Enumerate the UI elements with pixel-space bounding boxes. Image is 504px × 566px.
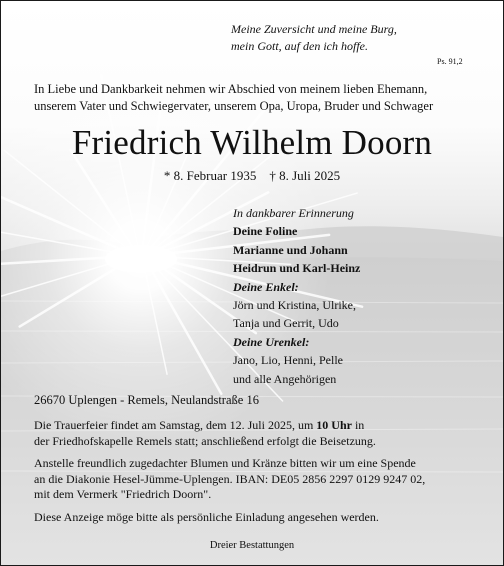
donation-notice xyxy=(34,456,425,503)
intro-line-1: In Liebe und Dankbarkeit nehmen wir Abschied von meinem lieben Ehemann, xyxy=(34,82,428,96)
funeral-line-1-end: in xyxy=(351,418,365,432)
mourner-line: Tanja und Gerrit, Udo xyxy=(233,316,339,331)
bible-verse-line-2: mein Gott, auf den ich hoffe. xyxy=(231,39,368,53)
donation-line-1: Anstelle freundlich zugedachter Blumen und Kränze bitten wir um eine Spende xyxy=(34,456,416,470)
funeral-line-1-text: Die Trauerfeier findet am Samstag, dem 12. Juli 2025, um xyxy=(34,418,317,432)
mourner-line: Marianne und Johann xyxy=(233,242,348,257)
mourners-list xyxy=(233,222,360,388)
donation-line-3: mit dem Vermerk "Friedrich Doorn". xyxy=(34,487,212,501)
invitation-note: Diese Anzeige möge bitte als persönliche Einladung angesehen werden. xyxy=(34,510,379,524)
undertaker-name: Dreier Bestattungen xyxy=(209,540,295,551)
mourners-heading: In dankbarer Erinnerung xyxy=(233,206,354,220)
mourners-block xyxy=(233,204,360,388)
mourner-line: Heidrun und Karl-Heinz xyxy=(233,261,361,276)
mourner-line: Jano, Lio, Henni, Pelle xyxy=(233,353,343,368)
life-dates: * 8. Februar 1935 † 8. Juli 2025 xyxy=(163,168,341,183)
funeral-line-2: der Friedhofskapelle Remels statt; anschließend erfolgt die Beisetzung. xyxy=(34,433,376,448)
mourner-line: Deine Urenkel: xyxy=(233,334,310,349)
address: 26670 Uplengen - Remels, Neulandstraße 16 xyxy=(34,393,259,407)
mourner-line: Jörn und Kristina, Ulrike, xyxy=(233,298,356,313)
mourner-line: Deine Enkel: xyxy=(233,279,299,294)
funeral-time: 10 Uhr xyxy=(316,418,352,432)
bible-verse-line-1: Meine Zuversicht und meine Burg, xyxy=(231,22,397,36)
deceased-name: Friedrich Wilhelm Doorn xyxy=(71,123,433,162)
donation-line-2: an die Diakonie Hesel-Jümme-Uplengen. IBAN: DE05 2856 2297 0129 9247 02, xyxy=(34,471,426,486)
mourner-line: Deine Foline xyxy=(233,224,298,239)
bible-verse-reference: Ps. 91,2 xyxy=(437,57,463,66)
funeral-notice xyxy=(34,418,376,449)
funeral-line-1 xyxy=(34,418,376,434)
intro-line-2: unserem Vater und Schwiegervater, unserem Opa, Uropa, Bruder und Schwager xyxy=(34,99,434,113)
mourner-line: und alle Angehörigen xyxy=(233,371,337,386)
